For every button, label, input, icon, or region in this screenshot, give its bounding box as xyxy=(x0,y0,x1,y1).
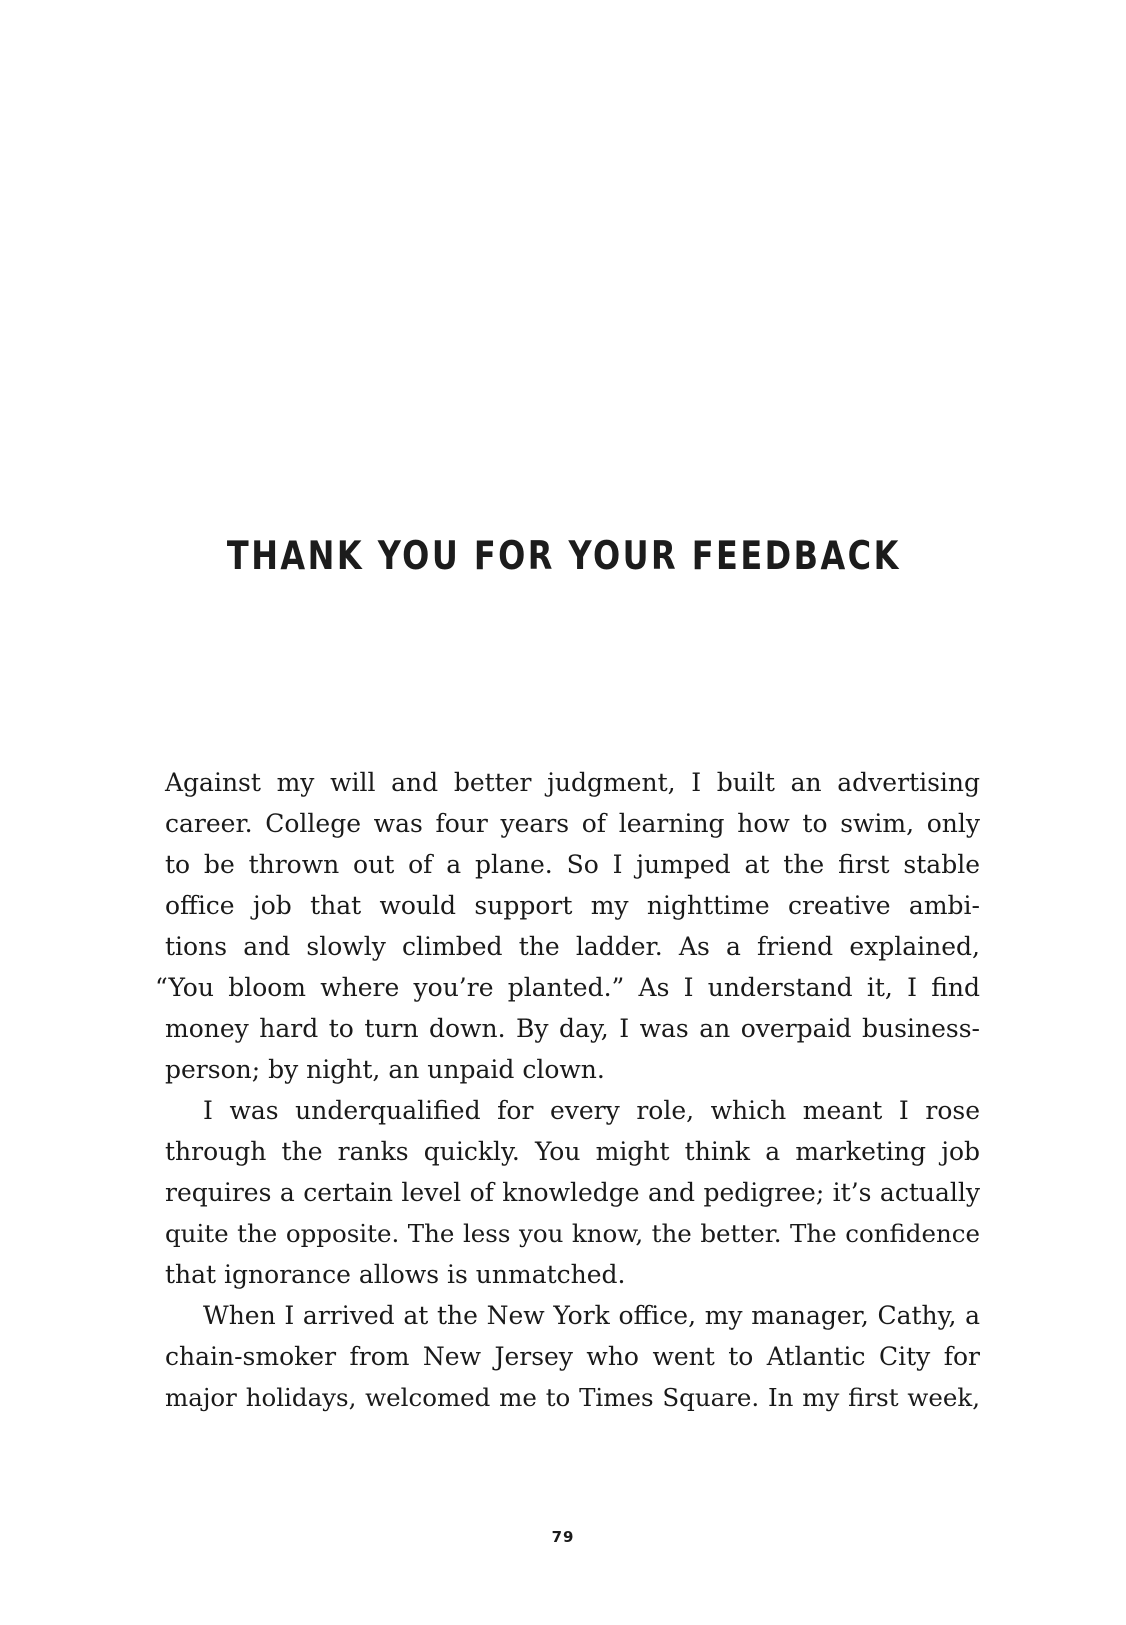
chapter-title: THANK YOU FOR YOUR FEEDBACK xyxy=(226,534,901,579)
text-line: career. College was four years of learning how to swim, only xyxy=(165,809,980,838)
text-line: office job that would support my nighttime creative ambi- xyxy=(165,891,980,920)
text-line: major holidays, welcomed me to Times Square. In my first week, xyxy=(165,1383,980,1412)
text-line: to be thrown out of a plane. So I jumped at the first stable xyxy=(165,850,980,879)
page-number: 79 xyxy=(551,1528,575,1546)
text-line: person; by night, an unpaid clown. xyxy=(165,1055,605,1084)
text-line: that ignorance allows is unmatched. xyxy=(165,1260,626,1289)
text-line: When I arrived at the New York office, my manager, Cathy, a xyxy=(203,1301,980,1330)
text-line: quite the opposite. The less you know, the better. The confidence xyxy=(165,1219,980,1248)
text-line: I was underqualified for every role, which meant I rose xyxy=(203,1096,980,1125)
text-line: tions and slowly climbed the ladder. As a friend explained, xyxy=(165,932,980,961)
text-line: “You bloom where you’re planted.” As I understand it, I find xyxy=(155,973,980,1002)
text-line: Against my will and better judgment, I built an advertising xyxy=(165,768,980,797)
text-line: money hard to turn down. By day, I was an overpaid business- xyxy=(165,1014,980,1043)
text-line: requires a certain level of knowledge and pedigree; it’s actually xyxy=(165,1178,980,1207)
body-text xyxy=(155,762,980,1418)
text-line: through the ranks quickly. You might think a marketing job xyxy=(165,1137,980,1166)
text-line: chain-smoker from New Jersey who went to Atlantic City for xyxy=(165,1342,980,1371)
